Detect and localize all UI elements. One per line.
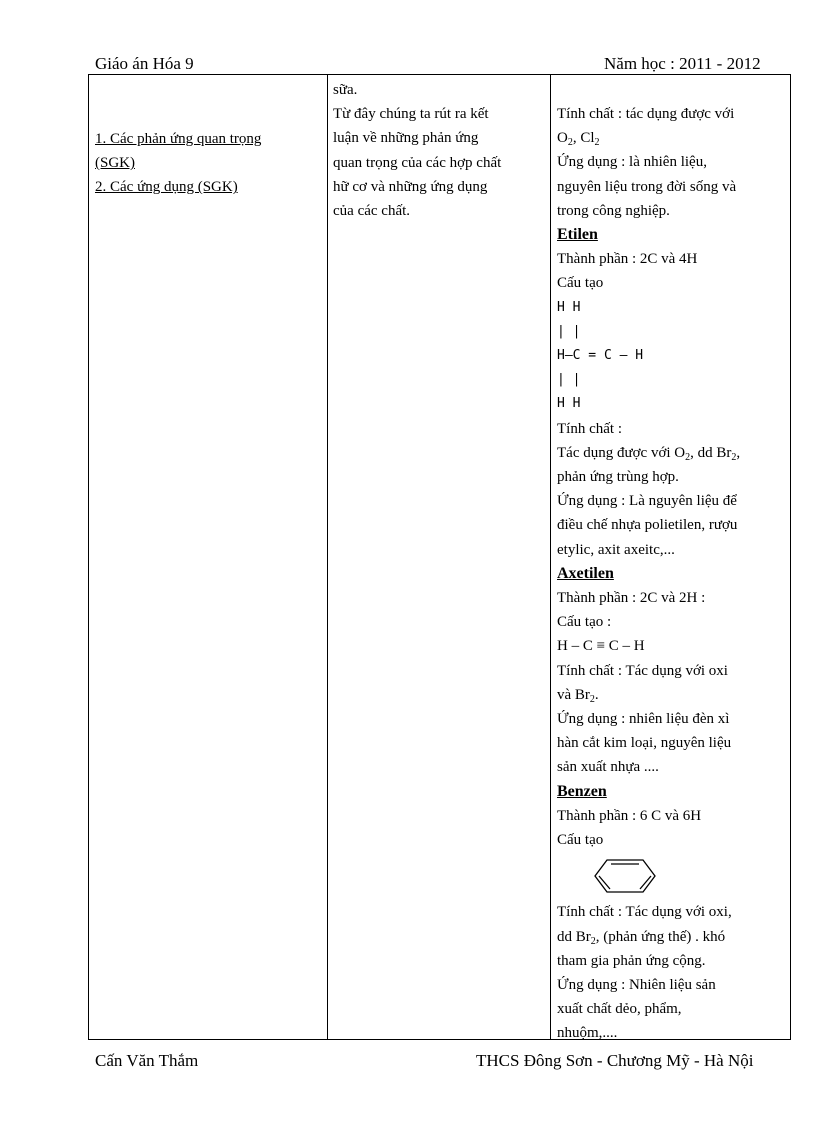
benzen-structure-label: Cấu tạo — [557, 832, 604, 849]
etilen-structure: | | — [557, 323, 581, 339]
activity-line: Từ đây chúng ta rút ra kết — [333, 106, 489, 123]
etilen-structure: H—C = C — H — [557, 348, 644, 364]
benzen-use: nhuộm,.... — [557, 1025, 618, 1042]
table-column-notes — [557, 102, 787, 1046]
etilen-structure: H H — [557, 396, 581, 412]
etilen-structure: | | — [557, 372, 581, 388]
benzen-composition: Thành phần : 6 C và 6H — [557, 807, 702, 824]
header-subject: Giáo án Hóa 9 — [95, 54, 194, 73]
benzen-use: xuất chất dẻo, phẩm, — [557, 1001, 682, 1018]
etilen-structure-label: Cấu tạo — [557, 275, 604, 292]
activity-line: quan trọng của các hợp chất — [333, 154, 502, 171]
activity-line: luận về những phản ứng — [333, 130, 479, 147]
axetilen-structure-label: Cấu tạo : — [557, 614, 612, 631]
table-column-content — [95, 127, 320, 200]
activity-line: sữa. — [333, 82, 358, 98]
benzen-property: tham gia phản ứng cộng. — [557, 952, 706, 969]
content-item-1-cont: (SGK) — [95, 155, 135, 172]
etilen-property: phản ứng trùng hợp. — [557, 469, 679, 486]
axetilen-use: sản xuất nhựa .... — [557, 759, 659, 776]
axetilen-property: và $Br_2$. — [557, 686, 599, 705]
methane-use: Ứng dụng : là nhiên liệu, — [557, 154, 707, 171]
axetilen-composition: Thành phần : 2C và 2H : — [557, 590, 706, 607]
methane-use: nguyên liệu trong đời sống và — [557, 178, 737, 195]
activity-line: hữ cơ và những ứng dụng — [333, 178, 488, 195]
header-school-year: Năm học : 2011 - 2012 — [604, 54, 761, 73]
axetilen-use: Ứng dụng : nhiên liệu đèn xì — [557, 711, 730, 728]
benzen-heading: Benzen — [557, 782, 607, 800]
activity-line: của các chất. — [333, 203, 411, 220]
content-item-1: 1. Các phản ứng quan trọng — [95, 131, 262, 147]
content-item-2: 2. Các ứng dụng (SGK) — [95, 179, 238, 196]
methane-property-formula: $O_2$, $Cl_2$ — [557, 130, 600, 149]
axetilen-property: Tính chất : Tác dụng với oxi — [557, 662, 728, 679]
benzen-property: dd $Br_2$, (phản ứng thế) . khó — [557, 928, 726, 947]
etilen-structure: H H — [557, 299, 581, 315]
etilen-composition: Thành phần : 2C và 4H — [557, 251, 698, 268]
etilen-use: etylic, axit axeitc,... — [557, 541, 675, 558]
methane-property: Tính chất : tác dụng được với — [557, 106, 735, 122]
axetilen-heading: Axetilen — [557, 564, 614, 582]
footer-author: Cấn Văn Thắm — [95, 1051, 199, 1070]
benzen-property: Tính chất : Tác dụng với oxi, — [557, 904, 732, 921]
etilen-property-label: Tính chất : — [557, 420, 622, 437]
table-divider-1 — [327, 75, 328, 1040]
table-column-activities — [333, 78, 548, 223]
benzen-use: Ứng dụng : Nhiên liệu sản — [557, 976, 716, 993]
etilen-heading: Etilen — [557, 226, 598, 244]
footer-school: THCS Đông Sơn - Chương Mỹ - Hà Nội — [476, 1051, 754, 1070]
methane-use: trong công nghiệp. — [557, 202, 670, 219]
axetilen-structure: H – C ≡ C – H — [557, 638, 645, 655]
etilen-use: Ứng dụng : Là nguyên liệu để — [557, 493, 737, 510]
axetilen-use: hàn cắt kim loại, nguyên liệu — [557, 735, 732, 752]
table-divider-2 — [550, 75, 551, 1040]
etilen-property: Tác dụng được với $O_2$, dd $Br_2$, — [557, 444, 741, 463]
etilen-use: điều chế nhựa polietilen, rượu — [557, 517, 738, 534]
benzene-ring-icon — [557, 852, 787, 900]
